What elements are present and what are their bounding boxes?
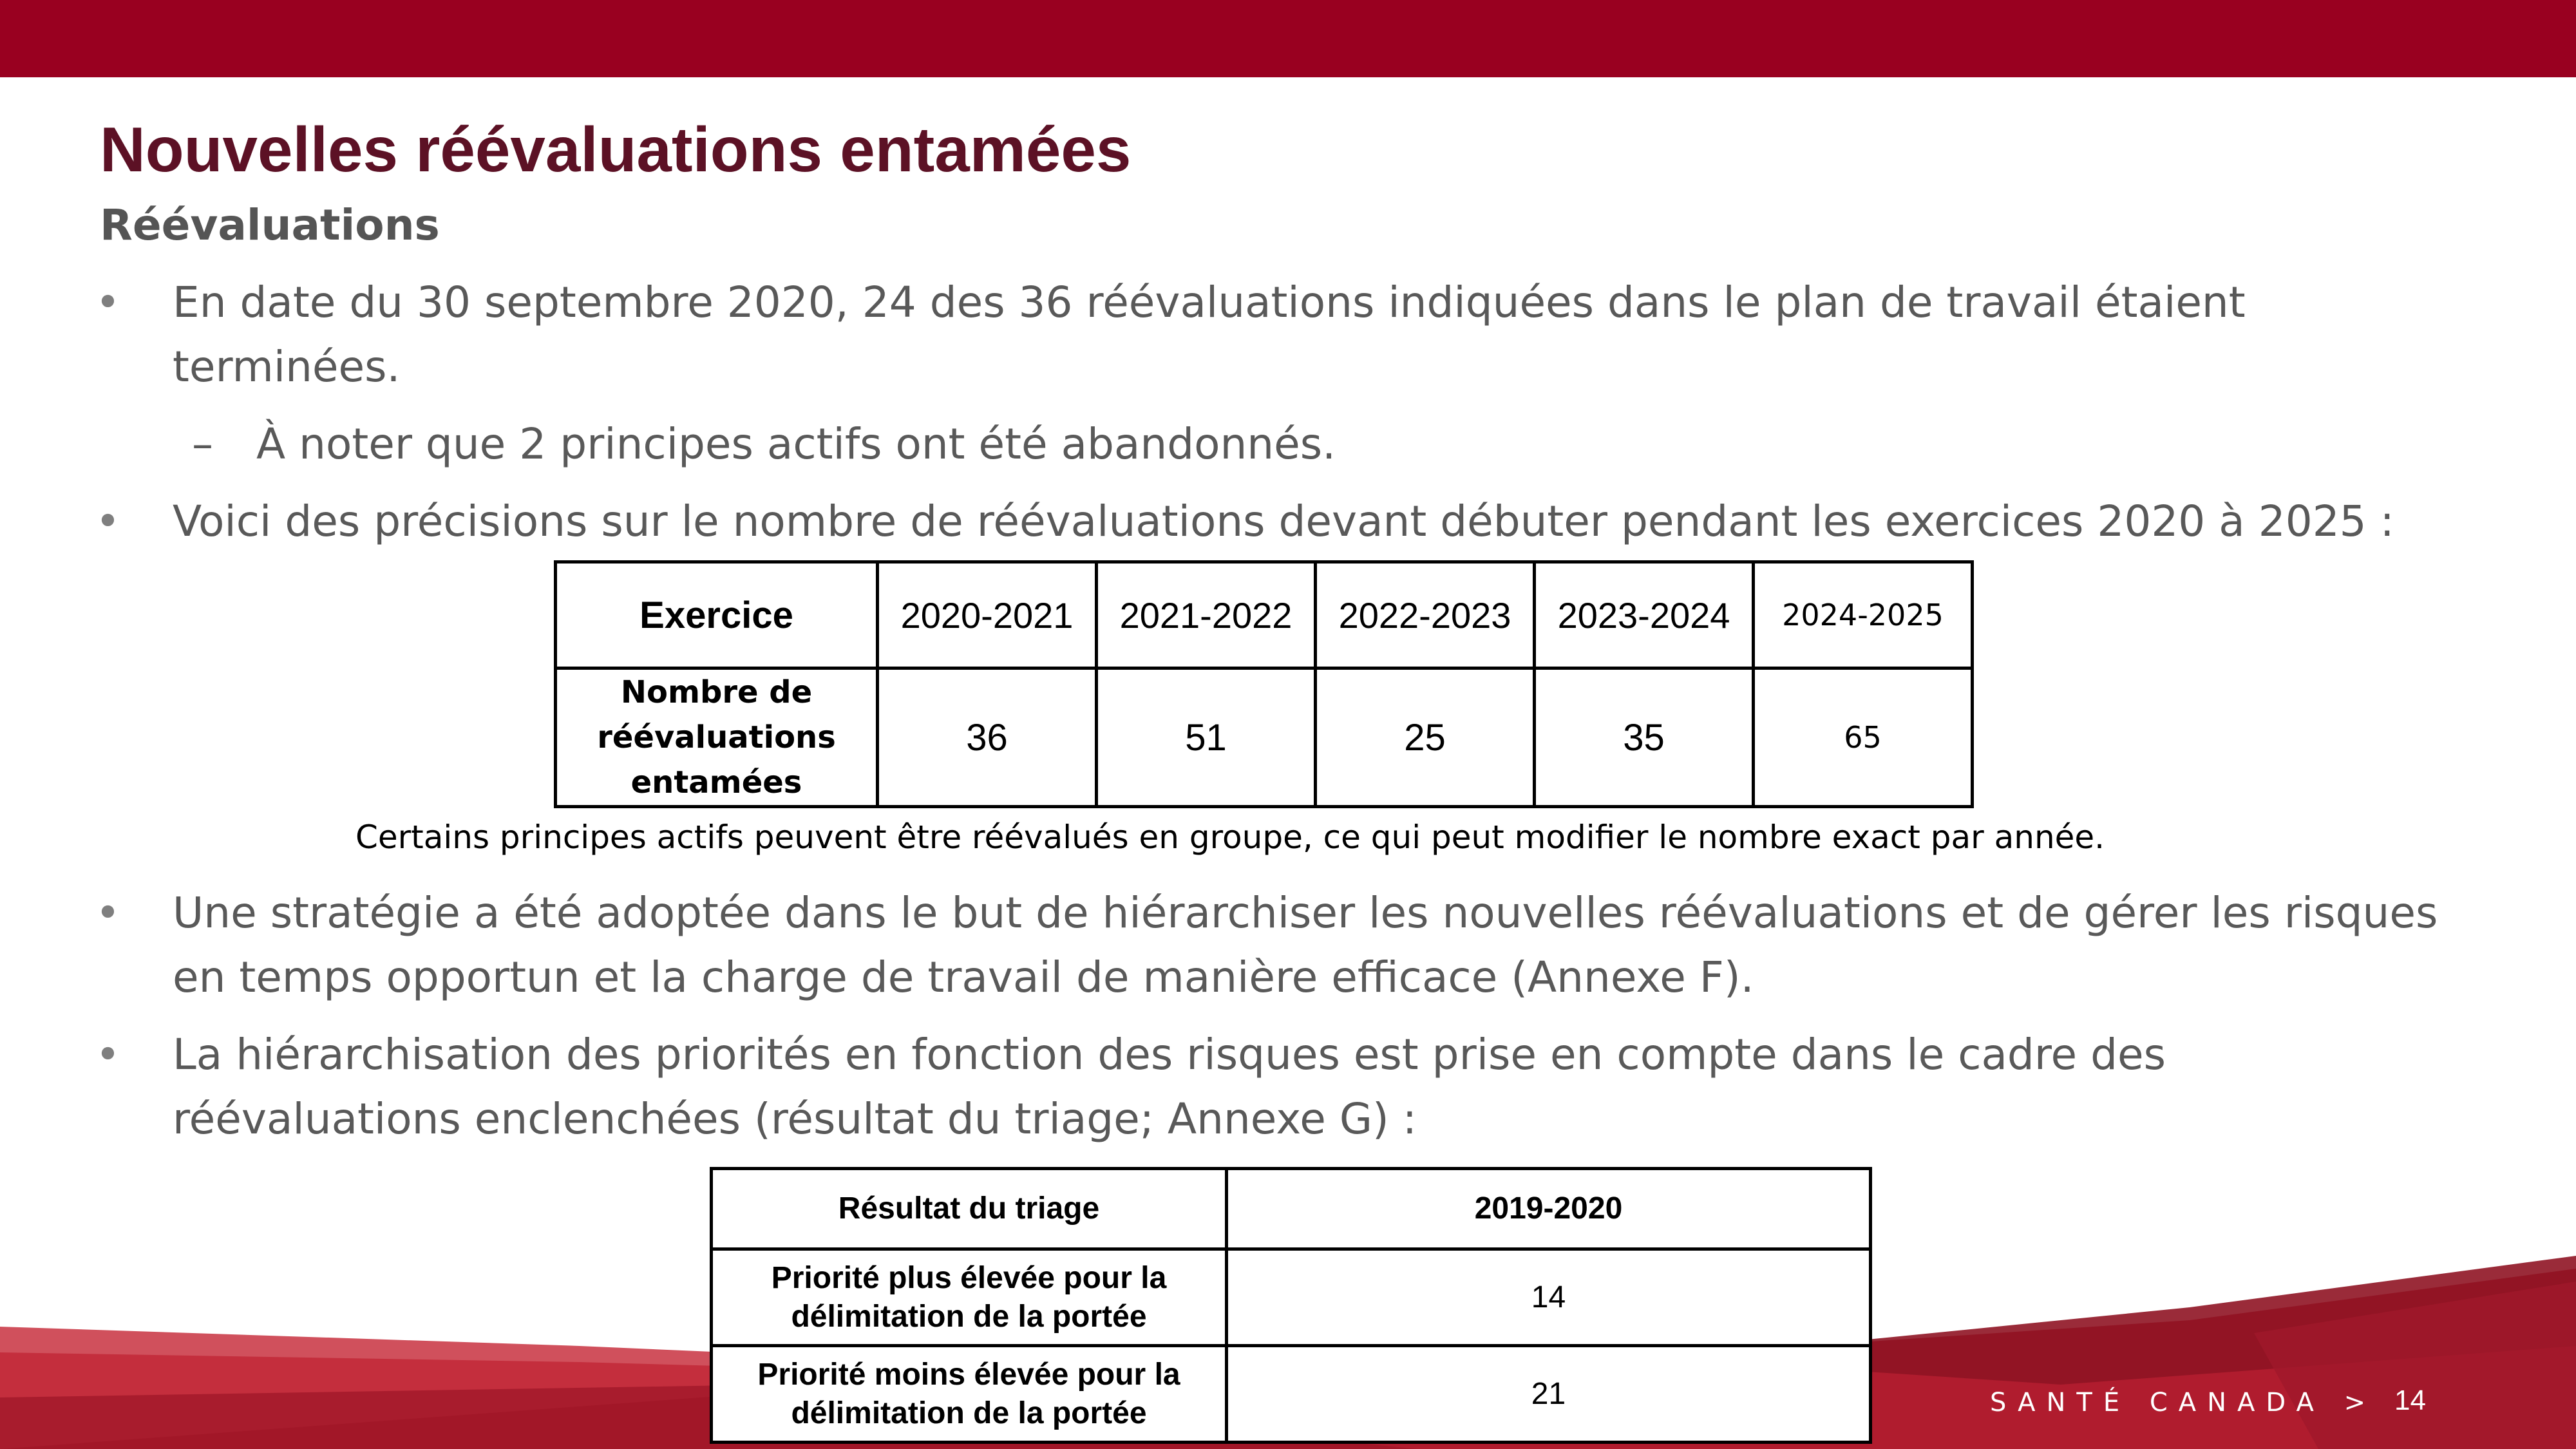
value-cell: 36	[878, 668, 1097, 807]
bullet-item-4	[95, 1023, 2465, 1151]
priority-label-cell: Priorité moins élevée pour la délimitation de la portée	[712, 1346, 1227, 1443]
triage-table-row	[712, 1346, 1871, 1443]
health-canada-footer-brand: SANTÉ CANADA >	[1990, 1388, 2377, 1417]
table-note: Certains principes actifs peuvent être réévalués en groupe, ce qui peut modifier le nombre exact par année.	[355, 819, 2105, 856]
bullet-item-2	[95, 489, 2465, 554]
exercise-table	[554, 560, 1974, 808]
exercise-table-row	[556, 668, 1973, 807]
year-header-cell: 2023-2024	[1535, 562, 1754, 668]
dash-icon: –	[192, 419, 213, 469]
priority-value-cell: 21	[1227, 1346, 1871, 1443]
value-cell: 65	[1754, 668, 1973, 807]
row-label-cell: Nombre de réévaluations entamées	[556, 668, 878, 807]
sub-bullet-text: À noter que 2 principes actifs ont été abandonnés.	[256, 419, 1336, 469]
bullet-text-3: Une stratégie a été adoptée dans le but de hiérarchiser les nouvelles réévaluations et de gérer les risques en temps opportun et la charge de travail de manière efficace (Annexe F).	[173, 888, 2438, 1002]
year-header-cell: 2022-2023	[1316, 562, 1535, 668]
priority-label-cell: Priorité plus élevée pour la délimitation de la portée	[712, 1249, 1227, 1346]
page-number: 14	[2394, 1385, 2426, 1416]
sub-bullet-item	[192, 412, 2382, 477]
value-cell: 35	[1535, 668, 1754, 807]
bullet-dot-icon: •	[95, 278, 120, 327]
year-header-cell: 2020-2021	[878, 562, 1097, 668]
bullet-text-4: La hiérarchisation des priorités en fonction des risques est prise en compte dans le cadre des réévaluations enclenchées (résultat du triage; Annexe G) :	[173, 1030, 2166, 1144]
bullet-item-1	[95, 270, 2465, 399]
bullet-text-1: En date du 30 septembre 2020, 24 des 36 réévaluations indiquées dans le plan de travail étaient terminées.	[173, 278, 2246, 392]
bullet-text-2: Voici des précisions sur le nombre de réévaluations devant débuter pendant les exercices 2020 à 2025 :	[173, 497, 2394, 546]
bullet-dot-icon: •	[95, 888, 120, 938]
year-header-cell: 2024-2025	[1754, 562, 1973, 668]
value-cell: 25	[1316, 668, 1535, 807]
slide-title: Nouvelles réévaluations entamées	[100, 114, 1132, 185]
exercise-header-cell: Exercice	[556, 562, 878, 668]
value-cell: 51	[1097, 668, 1316, 807]
priority-value-cell: 14	[1227, 1249, 1871, 1346]
year-header-cell: 2019-2020	[1227, 1169, 1871, 1249]
triage-header-cell: Résultat du triage	[712, 1169, 1227, 1249]
triage-table-row	[712, 1249, 1871, 1346]
triage-table	[710, 1167, 1872, 1444]
bullet-dot-icon: •	[95, 1030, 120, 1079]
year-header-cell: 2021-2022	[1097, 562, 1316, 668]
top-banner	[0, 0, 2576, 77]
exercise-table-header-row	[556, 562, 1973, 668]
triage-table-header-row	[712, 1169, 1871, 1249]
bullet-item-3	[95, 881, 2465, 1010]
section-subtitle: Réévaluations	[100, 200, 440, 250]
bullet-dot-icon: •	[95, 497, 120, 546]
